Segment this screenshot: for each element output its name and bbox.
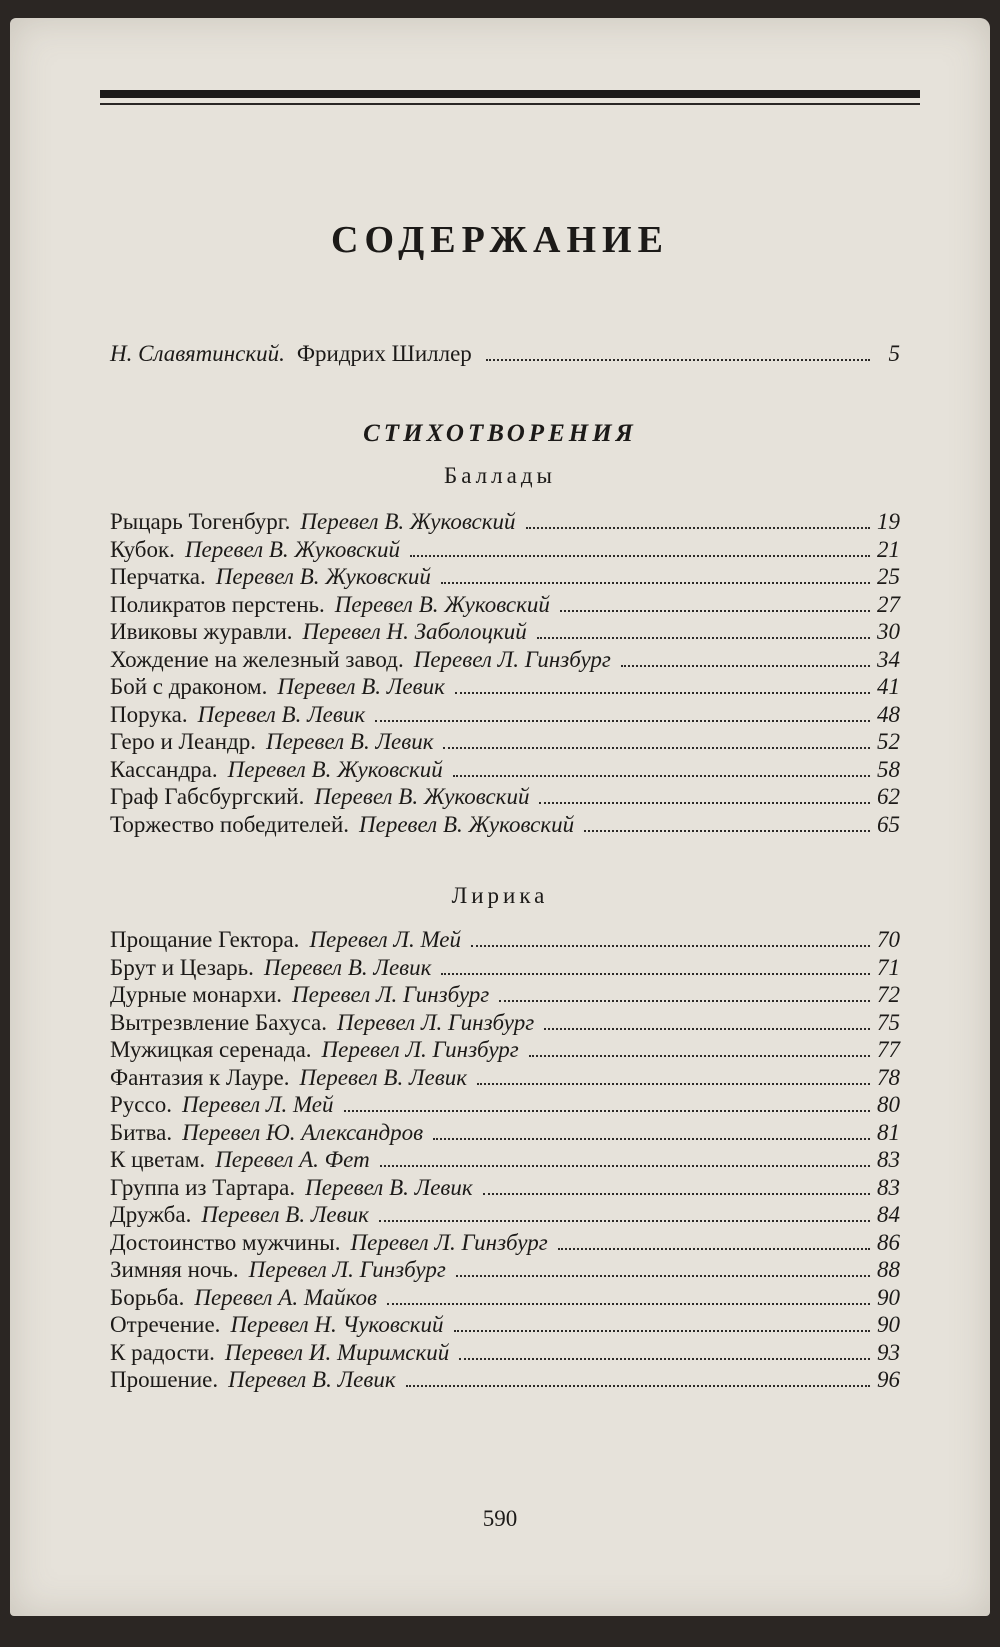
toc-entry <box>110 1339 900 1367</box>
entry-translator: Перевел Л. Гинзбург <box>248 1257 446 1282</box>
entry-title: Дурные монархи. <box>110 982 283 1007</box>
intro-author: Н. Славятинский. <box>110 341 285 366</box>
dot-leader <box>584 830 870 832</box>
entry-title: Ивиковы журавли. <box>110 619 293 644</box>
entry-page: 84 <box>877 1202 900 1227</box>
entry-page: 41 <box>877 674 900 699</box>
entry-translator: Перевел В. Левик <box>305 1174 473 1200</box>
entry-title: К цветам. <box>110 1147 206 1172</box>
toc-entry <box>110 536 900 564</box>
entry-translator: Перевел Л. Мей <box>181 1092 334 1117</box>
toc-entry <box>110 1064 900 1092</box>
entry-title: Прощание Гектора. <box>110 927 300 952</box>
entry-title: Брут и Цезарь. <box>110 954 254 980</box>
toc-entry <box>110 756 900 784</box>
toc-entry <box>110 1201 900 1229</box>
entry-page: 93 <box>877 1339 900 1365</box>
entry-translator: Перевел Л. Гинзбург <box>292 982 490 1007</box>
entry-title: Дружба. <box>110 1202 192 1227</box>
dot-leader <box>529 1055 870 1057</box>
dot-leader <box>526 527 871 529</box>
toc-entry <box>110 1146 900 1174</box>
dot-leader <box>380 1165 870 1167</box>
entry-page: 48 <box>877 701 900 727</box>
entry-translator: Перевел В. Жуковский <box>184 536 401 562</box>
entry-translator: Перевел Л. Гинзбург <box>350 1229 548 1255</box>
entry-title: Битва. <box>110 1119 173 1145</box>
entry-page: 81 <box>877 1119 900 1145</box>
dot-leader <box>499 1000 870 1002</box>
toc-entry <box>110 701 900 729</box>
entry-page: 52 <box>877 729 900 754</box>
toc-entry <box>110 926 900 954</box>
entry-translator: Перевел В. Жуковский <box>215 564 431 589</box>
subsection-ballads: Баллады <box>444 463 556 488</box>
dot-leader <box>539 802 870 804</box>
page-number: 590 <box>482 1506 518 1531</box>
toc-entry <box>110 1174 900 1202</box>
toc-entry <box>110 1284 900 1312</box>
entry-title: Геро и Леандр. <box>110 729 256 754</box>
entry-translator: Перевел Н. Чуковский <box>230 1312 444 1337</box>
dot-leader <box>433 1138 870 1140</box>
header-rule-thin <box>100 103 920 105</box>
entry-title: К радости. <box>110 1339 215 1365</box>
dot-leader <box>410 555 870 557</box>
header-rule-thick <box>100 90 920 98</box>
dot-leader <box>406 1385 870 1387</box>
entry-translator: Перевел В. Левик <box>197 701 366 727</box>
entry-page: 77 <box>877 1037 900 1062</box>
entry-title: Достоинство мужчины. <box>110 1229 341 1255</box>
entry-page: 71 <box>877 954 900 980</box>
entry-title: Отречение. <box>110 1312 221 1337</box>
dot-leader <box>454 1330 870 1332</box>
toc-entry <box>110 673 900 701</box>
toc-entry <box>110 1366 900 1394</box>
entry-page: 19 <box>877 509 900 534</box>
entry-translator: Перевел Н. Заболоцкий <box>302 619 527 644</box>
entry-title: Кубок. <box>110 536 175 562</box>
entry-translator: Перевел Л. Гинзбург <box>321 1037 519 1062</box>
entry-title: Хождение на железный завод. <box>110 646 404 672</box>
dot-leader <box>375 720 870 722</box>
entry-translator: Перевел В. Левик <box>299 1064 467 1090</box>
entry-page: 83 <box>877 1174 900 1200</box>
entry-page: 78 <box>877 1064 900 1090</box>
dot-leader <box>558 1248 870 1250</box>
dot-leader <box>459 1358 870 1360</box>
entry-translator: Перевел В. Жуковский <box>334 591 550 617</box>
toc-entry <box>110 1036 900 1064</box>
dot-leader <box>486 359 870 361</box>
dot-leader <box>453 775 870 777</box>
entry-translator: Перевел А. Фет <box>215 1147 370 1172</box>
toc-entry <box>110 646 900 674</box>
entry-page: 83 <box>877 1147 900 1172</box>
entry-title: Мужицкая серенада. <box>110 1037 312 1062</box>
entry-page: 86 <box>877 1229 900 1255</box>
dot-leader <box>560 610 870 612</box>
toc-entry <box>110 1311 900 1339</box>
entry-title: Фантазия к Лауре. <box>110 1064 290 1090</box>
dot-leader <box>344 1110 870 1112</box>
entry-translator: Перевел В. Левик <box>277 674 445 699</box>
entry-page: 70 <box>877 927 900 952</box>
entry-translator: Перевел В. Левик <box>228 1367 396 1392</box>
dot-leader <box>443 747 870 749</box>
dot-leader <box>477 1083 870 1085</box>
page-title: СОДЕРЖАНИЕ <box>331 219 669 261</box>
intro-title: Фридрих Шиллер <box>296 341 472 366</box>
book-page <box>10 18 990 1616</box>
dot-leader <box>387 1303 870 1305</box>
entry-translator: Перевел В. Жуковский <box>359 811 575 837</box>
toc-entry <box>110 954 900 982</box>
entry-title: Перчатка. <box>110 564 206 589</box>
toc-entry <box>110 508 900 536</box>
entry-page: 62 <box>877 784 900 809</box>
entry-title: Бой с драконом. <box>110 674 268 699</box>
entry-translator: Перевел В. Жуковский <box>227 756 443 782</box>
entry-page: 58 <box>877 756 900 782</box>
entry-title: Поликратов перстень. <box>110 591 325 617</box>
dot-leader <box>621 665 870 667</box>
toc-entry <box>110 811 900 839</box>
toc-entry <box>110 728 900 756</box>
entry-page: 65 <box>877 811 900 837</box>
entry-page: 90 <box>877 1284 900 1310</box>
dot-leader <box>483 1193 870 1195</box>
entry-page: 27 <box>877 591 900 617</box>
toc-entry <box>110 591 900 619</box>
entry-title: Торжество победителей. <box>110 811 350 837</box>
entry-page: 96 <box>877 1367 900 1392</box>
entry-page: 25 <box>877 564 900 589</box>
entry-page: 34 <box>877 646 900 672</box>
dot-leader <box>456 1275 870 1277</box>
toc-entry <box>110 1091 900 1119</box>
dot-leader <box>544 1028 870 1030</box>
toc-entry <box>110 981 900 1009</box>
entry-translator: Перевел Ю. Александров <box>182 1119 424 1145</box>
entry-title: Граф Габсбургский. <box>110 784 305 809</box>
entry-page: 80 <box>877 1092 900 1117</box>
entry-title: Борьба. <box>110 1284 185 1310</box>
entry-title: Зимняя ночь. <box>110 1257 239 1282</box>
entry-page: 30 <box>877 619 900 644</box>
subsection-lyrics: Лирика <box>451 883 549 908</box>
entry-title: Вытрезвление Бахуса. <box>110 1009 328 1035</box>
entry-translator: Перевел Л. Мей <box>309 927 461 952</box>
toc-entry <box>110 618 900 646</box>
section-heading: СТИХОТВОРЕНИЯ <box>363 420 637 447</box>
entry-translator: Перевел Л. Гинзбург <box>413 646 611 672</box>
entry-title: Группа из Тартара. <box>110 1174 296 1200</box>
dot-leader <box>379 1220 870 1222</box>
entry-translator: Перевел В. Левик <box>201 1202 369 1227</box>
toc-entry <box>110 1119 900 1147</box>
entry-translator: Перевел В. Левик <box>263 954 432 980</box>
entry-page: 75 <box>877 1009 900 1035</box>
toc-entry <box>110 1009 900 1037</box>
dot-leader <box>441 582 870 584</box>
dot-leader <box>441 973 870 975</box>
entry-translator: Перевел В. Жуковский <box>300 509 516 534</box>
entry-title: Кассандра. <box>110 756 218 782</box>
entry-title: Руссо. <box>110 1092 172 1117</box>
entry-title: Порука. <box>110 701 188 727</box>
entry-title: Прошение. <box>110 1367 219 1392</box>
entry-page: 21 <box>877 536 900 562</box>
toc-entry <box>110 1229 900 1257</box>
entry-page: 90 <box>877 1312 900 1337</box>
toc-entry <box>110 1256 900 1284</box>
entry-translator: Перевел В. Левик <box>265 729 434 754</box>
entry-page: 72 <box>877 982 900 1007</box>
toc-entry <box>110 563 900 591</box>
intro-page: 5 <box>888 341 900 366</box>
dot-leader <box>471 945 870 947</box>
dot-leader <box>537 637 870 639</box>
entry-title: Рыцарь Тогенбург. <box>110 509 291 534</box>
entry-translator: Перевел В. Жуковский <box>314 784 530 809</box>
entry-translator: Перевел А. Майков <box>194 1284 378 1310</box>
entry-translator: Перевел И. Миримский <box>224 1339 450 1365</box>
entry-page: 88 <box>877 1257 900 1282</box>
dot-leader <box>455 692 870 694</box>
toc-entry <box>110 783 900 811</box>
toc-entry-intro <box>110 340 900 368</box>
entry-translator: Перевел Л. Гинзбург <box>337 1009 535 1035</box>
